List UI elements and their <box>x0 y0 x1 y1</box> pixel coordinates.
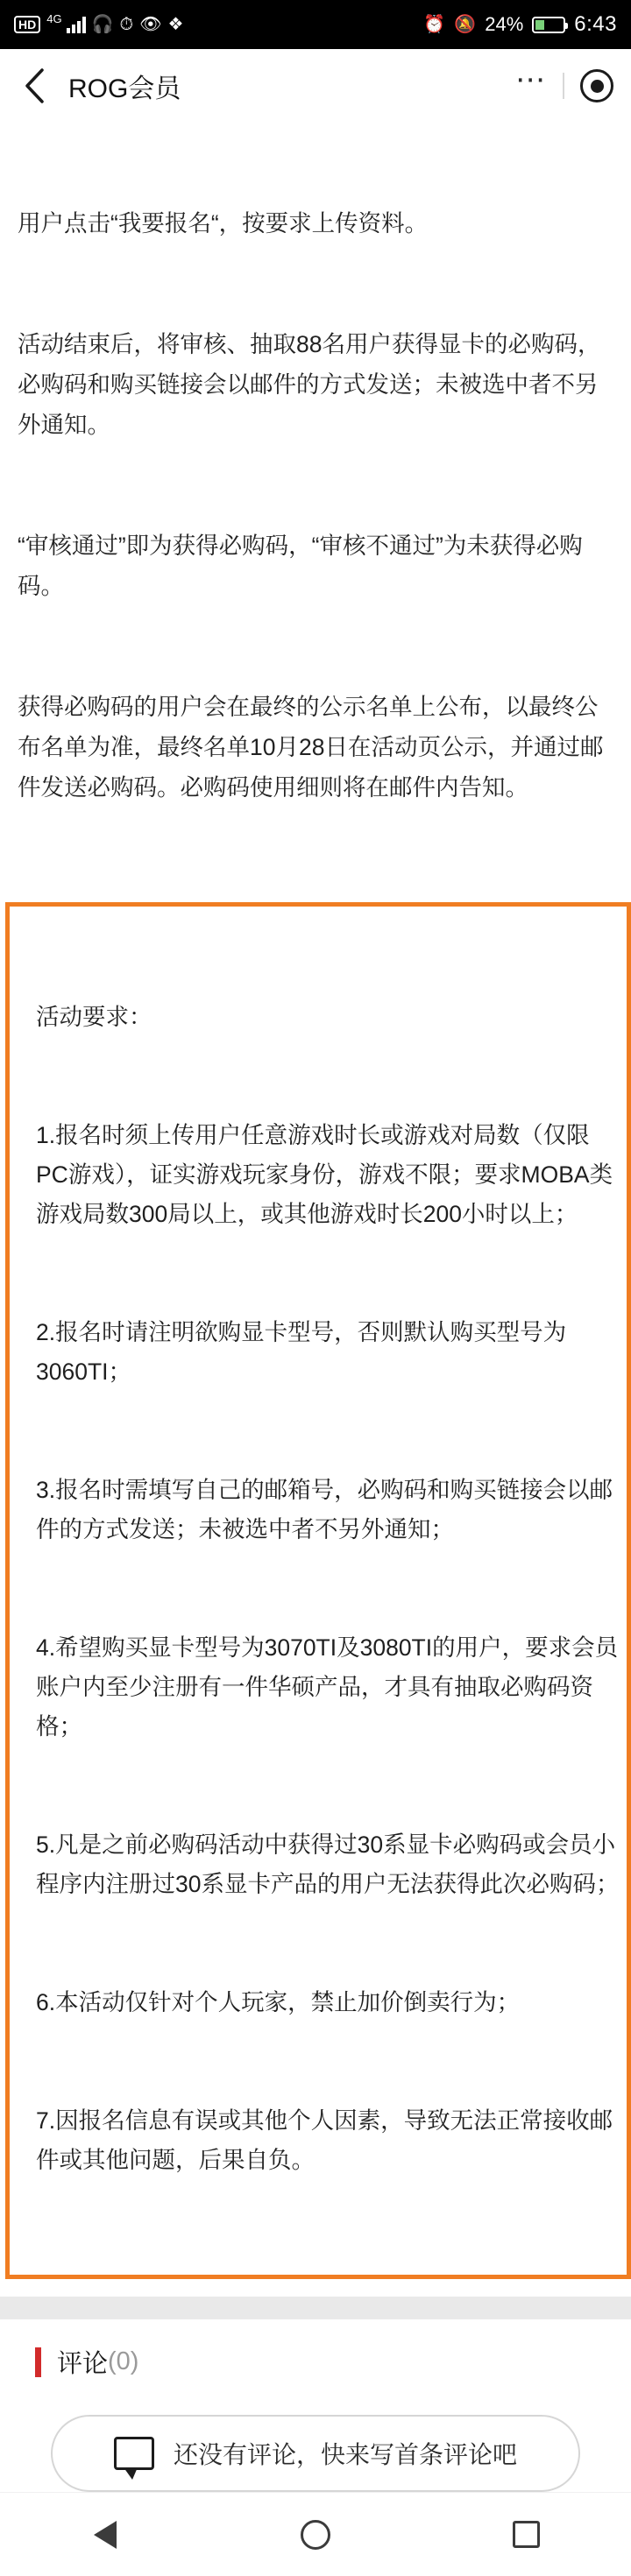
back-chevron-icon[interactable] <box>18 68 53 103</box>
article-content <box>0 123 631 2492</box>
article-paragraph: 获得必购码的用户会在最终的公示名单上公布，以最终公布名单为准，最终名单10月28日在活动页公示，并通过邮件发送必购码。必购码使用细则将在邮件内告知。 <box>18 694 604 801</box>
status-bar-right <box>423 12 617 37</box>
system-navigation-bar <box>0 2492 631 2576</box>
comments-section <box>0 2319 631 2492</box>
article-paragraphs <box>0 123 631 888</box>
requirement-item: 2.报名时请注明欲购显卡型号，否则默认购买型号为3060TI； <box>36 1319 567 1385</box>
alarm-icon: ⏱ <box>119 15 134 34</box>
comment-bubble-icon <box>114 2437 154 2470</box>
title-bar <box>0 49 631 123</box>
status-bar-left <box>14 11 184 34</box>
article-paragraph: “审核通过”即为获得必购码，“审核不通过”为未获得必购码。 <box>18 533 583 599</box>
eye-comfort-icon: 👁 <box>139 15 162 34</box>
battery-percent-label: 24% <box>485 13 524 35</box>
nav-recents-square-icon[interactable] <box>473 2509 578 2561</box>
write-comment-button[interactable] <box>51 2415 580 2492</box>
comments-header <box>0 2344 631 2380</box>
requirement-item: 1.报名时须上传用户任意游戏时长或游戏对局数（仅限PC游戏），证实游戏玩家身份，游戏不限；要求MOBA类游戏局数300局以上，或其他游戏时长200小时以上； <box>36 1122 613 1227</box>
requirements-box <box>5 902 631 2279</box>
comments-title: 评论 <box>57 2350 109 2378</box>
battery-charging-icon <box>532 17 565 33</box>
data-saver-icon: ❖ <box>167 15 184 34</box>
section-divider <box>0 2297 631 2319</box>
bell-muted-icon: 🔕 <box>454 15 477 34</box>
signal-bars-icon <box>67 16 86 33</box>
requirement-item: 5.凡是之前必购码活动中获得过30系显卡必购码或会员小程序内注册过30系显卡产品的用户无法获得此次必购码； <box>36 1831 620 1897</box>
requirement-item: 3.报名时需填写自己的邮箱号，必购码和购买链接会以邮件的方式发送；未被选中者不另外通知； <box>36 1477 613 1542</box>
network-type-label: 4G <box>46 11 62 25</box>
accent-bar <box>35 2347 41 2377</box>
requirement-item: 6.本活动仅针对个人玩家，禁止加价倒卖行为； <box>36 1989 521 2015</box>
article-paragraph: 用户点击“我要报名“，按要求上传资料。 <box>18 210 429 236</box>
page-title: ROG会员 <box>68 74 181 103</box>
capsule-divider <box>563 73 564 99</box>
more-dots-icon[interactable]: ⋯ <box>515 63 547 96</box>
capsule-target-icon[interactable] <box>580 69 613 102</box>
hd-icon: HD <box>14 16 40 33</box>
status-bar <box>0 0 631 49</box>
article-paragraph: 活动结束后，将审核、抽取88名用户获得显卡的必购码，必购码和购买链接会以邮件的方式发送；未被选中者不另外通知。 <box>18 331 601 438</box>
headphones-icon: 🎧 <box>91 15 114 34</box>
requirement-item: 4.希望购买显卡型号为3070TI及3080TI的用户，要求会员账户内至少注册有一件华硕产品，才具有抽取必购码资格； <box>36 1634 619 1740</box>
requirements-text <box>10 919 627 2259</box>
requirement-item: 7.因报名信息有误或其他个人因素，导致无法正常接收邮件或其他问题，后果自负。 <box>36 2107 613 2173</box>
nav-back-triangle-icon[interactable] <box>53 2509 158 2561</box>
clock-label: 6:43 <box>574 12 617 36</box>
mini-program-capsule <box>515 65 613 107</box>
empty-comments-label: 还没有评论，快来写首条评论吧 <box>173 2441 517 2468</box>
comments-count: (0) <box>108 2347 139 2375</box>
requirements-heading: 活动要求： <box>36 1004 152 1030</box>
nav-home-circle-icon[interactable] <box>263 2509 368 2561</box>
alarm-clock-icon: ⏰ <box>423 15 446 34</box>
